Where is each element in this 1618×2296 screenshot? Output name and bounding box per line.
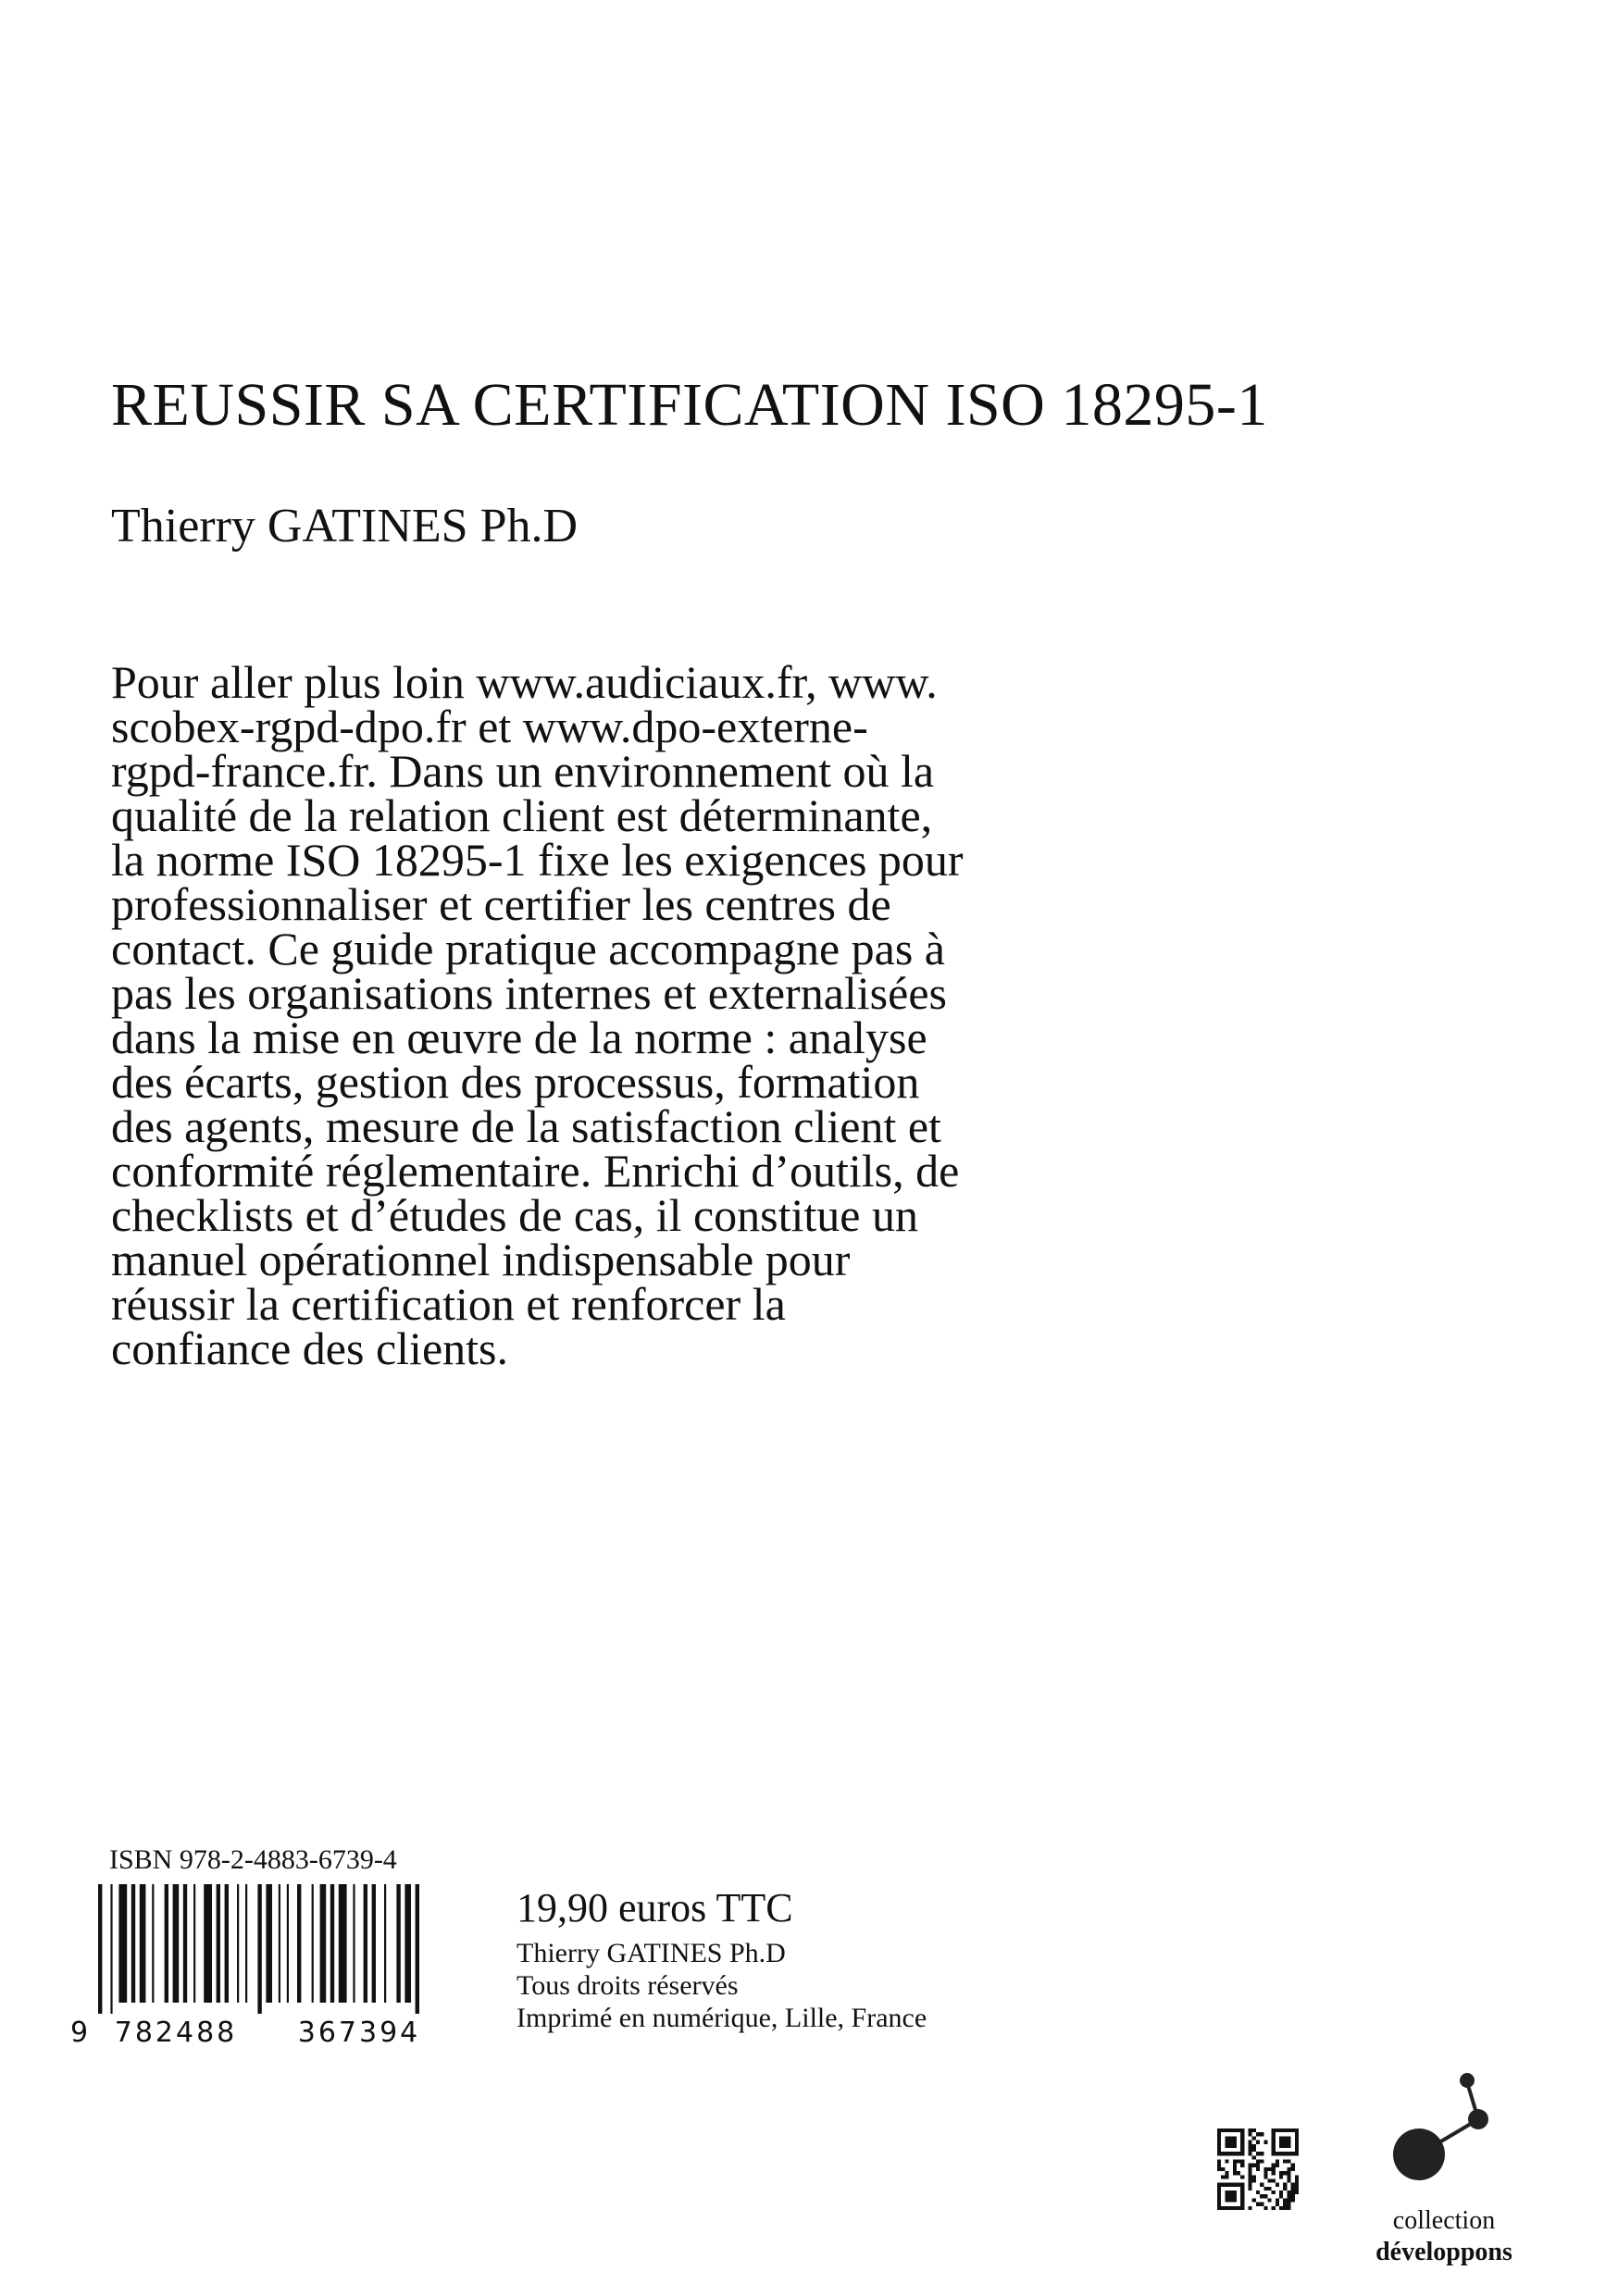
blurb-line: qualité de la relation client est déterminante, xyxy=(111,789,933,841)
blurb-line: professionnaliser et certifier les centres de xyxy=(111,878,891,930)
barcode-right-digits: 367394 xyxy=(297,2017,421,2046)
imprint-rights: Tous droits réservés xyxy=(517,1970,739,2001)
barcode-bars xyxy=(98,1884,419,2014)
blurb-line: rgpd-france.fr. Dans un environnement où la xyxy=(111,745,935,797)
isbn-label: ISBN 978-2-4883-6739-4 xyxy=(109,1844,397,1875)
blurb-line: réussir la certification et renforcer la xyxy=(111,1278,786,1330)
blurb-line: la norme ISO 18295-1 fixe les exigences pour xyxy=(111,834,964,886)
barcode xyxy=(65,1884,463,2046)
book-title: REUSSIR SA CERTIFICATION ISO 18295-1 xyxy=(111,371,1268,439)
blurb-line: Pour aller plus loin www.audiciaux.fr, www. xyxy=(111,656,938,708)
blurb-line: scobex-rgpd-dpo.fr et www.dpo-externe- xyxy=(111,701,868,752)
book-author: Thierry GATINES Ph.D xyxy=(111,500,579,552)
imprint-block xyxy=(517,1937,927,2034)
barcode-left-digits: 782488 xyxy=(114,2017,238,2046)
imprint-printed: Imprimé en numérique, Lille, France xyxy=(517,2003,927,2033)
blurb-line: pas les organisations internes et externalisées xyxy=(111,967,947,1019)
blurb-line: contact. Ce guide pratique accompagne pas à xyxy=(111,923,946,974)
book-blurb xyxy=(111,656,1203,1374)
collection-molecule-logo-icon xyxy=(1375,2064,1513,2203)
barcode-lead-digit: 9 xyxy=(70,2017,89,2046)
blurb-line: manuel opérationnel indispensable pour xyxy=(111,1234,851,1285)
collection-line1: collection xyxy=(1392,2206,1496,2235)
blurb-line: conformité réglementaire. Enrichi d’outils, de xyxy=(111,1145,960,1197)
blurb-line: dans la mise en œuvre de la norme : analyse xyxy=(111,1011,927,1063)
collection-line2: développons xyxy=(1375,2238,1512,2266)
imprint-publisher: Thierry GATINES Ph.D xyxy=(517,1938,786,1968)
blurb-line: des écarts, gestion des processus, formation xyxy=(111,1056,920,1108)
collection-wordmark xyxy=(1347,2205,1541,2268)
price: 19,90 euros TTC xyxy=(517,1885,793,1930)
blurb-line: confiance des clients. xyxy=(111,1322,508,1374)
blurb-line: checklists et d’études de cas, il constitue un xyxy=(111,1189,918,1241)
qr-code-icon xyxy=(1217,2128,1299,2210)
blurb-line: des agents, mesure de la satisfaction client et xyxy=(111,1100,941,1152)
